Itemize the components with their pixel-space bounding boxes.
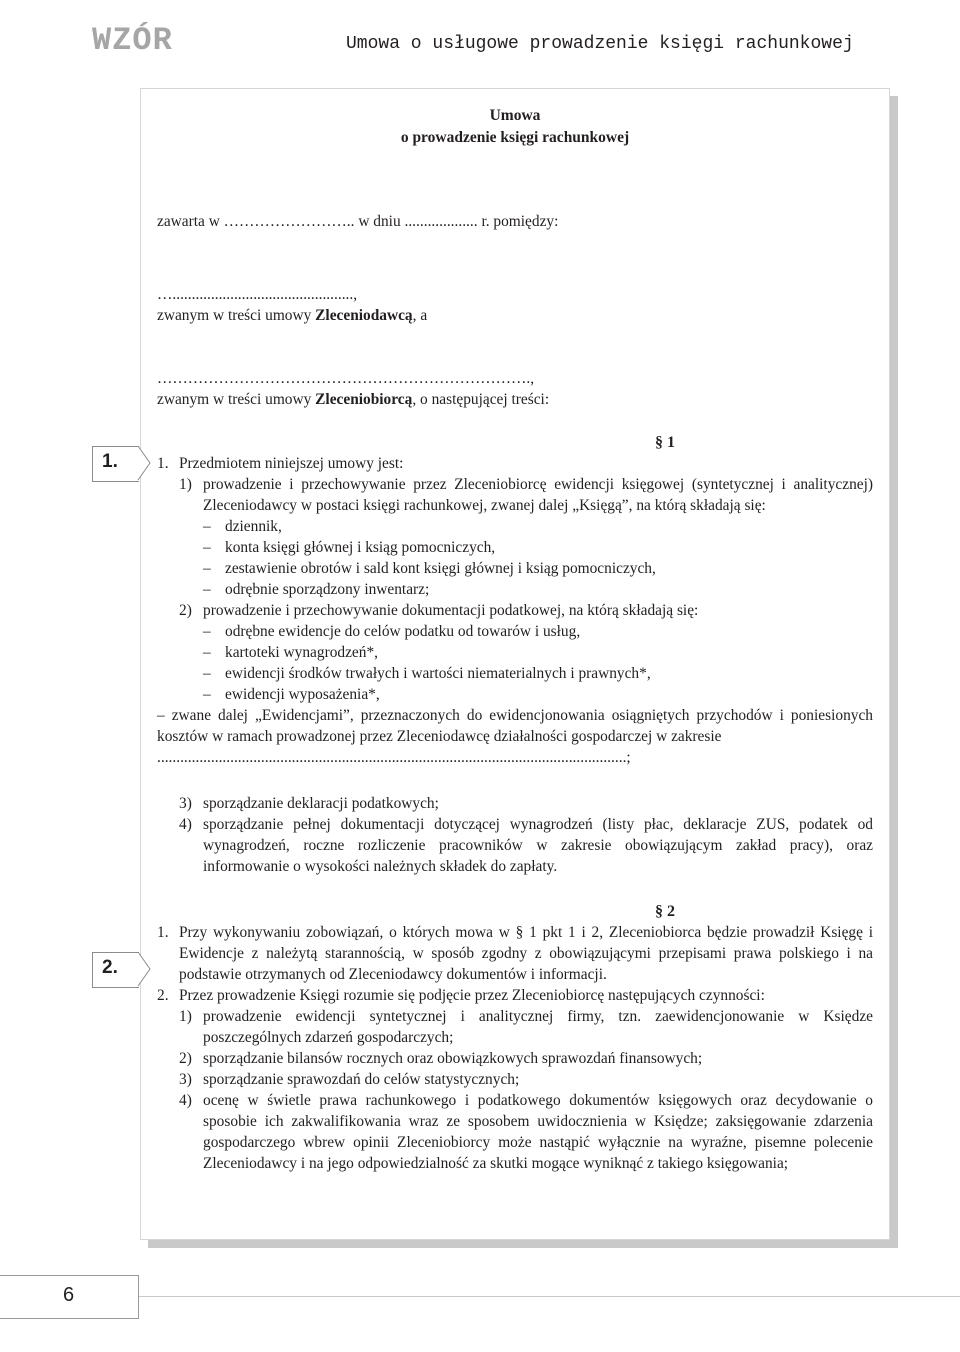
dash-text: ewidencji środków trwałych i wartości niematerialnych i prawnych*, <box>225 665 651 682</box>
page-number-box <box>0 1275 139 1319</box>
intro-line: zawarta w …………………….. w dniu ................... r. pomiędzy: <box>157 213 559 230</box>
s1-item-1 <box>157 474 873 516</box>
s2-i2-text: sporządzanie bilansów rocznych oraz obowiązkowych sprawozdań finansowych; <box>203 1050 703 1067</box>
party1-suffix: , a <box>412 307 428 324</box>
s1-item-2 <box>157 600 873 621</box>
s1-i2-dash-2: – kartoteki wynagrodzeń*, <box>203 644 378 661</box>
s2-i1-number: 1) <box>179 1008 192 1025</box>
s2-i3-text: sporządzanie sprawozdań do celów statystycznych; <box>203 1071 520 1088</box>
dash-text: dziennik, <box>225 518 282 535</box>
s1-i2-dash-3: – ewidencji środków trwałych i wartości niematerialnych i prawnych*, <box>203 665 651 682</box>
s2-item-1 <box>157 1006 873 1048</box>
marker-number: 2. <box>102 957 118 978</box>
footer-rule <box>138 1296 960 1297</box>
s2-item-3 <box>157 1069 873 1090</box>
party1-name: Zleceniodawcą <box>315 307 413 324</box>
dash-text: zestawienie obrotów i sald kont księgi głównej i ksiąg pomocniczych, <box>225 560 656 577</box>
dash-text: ewidencji wyposażenia*, <box>225 686 380 703</box>
s1-i2-text: prowadzenie i przechowywanie dokumentacji podatkowej, na którą składają się: <box>203 602 699 619</box>
document-title <box>157 105 873 149</box>
section-1-heading: § 1 <box>655 434 675 451</box>
section-marker-1 <box>92 446 152 482</box>
s2-item-2 <box>157 1048 873 1069</box>
s2-i2-number: 2) <box>179 1050 192 1067</box>
s1-item-3 <box>157 793 873 814</box>
contract-document <box>140 88 890 1240</box>
s2-i3-number: 3) <box>179 1071 192 1088</box>
party1-line <box>157 305 873 326</box>
s1-i4-text: sporządzanie pełnej dokumentacji dotyczącej wynagrodzeń (listy płac, deklaracje ZUS, podatek od wynagrodzeń, roczne rozliczenie pracowników w zakresie obowiązującym zakład pracy), oraz informowanie o wysokości należnych składek do zapłaty. <box>203 816 873 875</box>
s1-i1-dash-4: – odrębnie sporządzony inwentarz; <box>203 581 430 598</box>
s2-i1-text: prowadzenie ewidencji syntetycznej i analitycznej firmy, tzn. zaewidencjonowanie w Księdze poszczególnych zdarzeń gospodarczych; <box>203 1008 873 1046</box>
marker-arrow-icon <box>92 446 152 482</box>
page-number: 6 <box>63 1284 75 1306</box>
title-line-2: o prowadzenie księgi rachunkowej <box>400 129 630 146</box>
s2-paragraph-1 <box>157 922 873 985</box>
party2-suffix: , o następującej treści: <box>412 391 550 408</box>
marker-number: 1. <box>102 451 118 472</box>
s2-i4-text: ocenę w świetle prawa rachunkowego i podatkowego dokumentów księgowych oraz decydowanie o sposobie ich zakwalifikowania wraz ze sposobem uwidocznienia w Księdze; zaksięgowanie zdarzenia gospodarczego wbrew opinii Zleceniobiorcy może nastąpić wyłącznie na wyraźne, pisemne polecenie Zleceniodawcy i na jego odpowiedzialność za skutki mogące wyniknąć z takiego księgowania; <box>203 1092 873 1172</box>
section-2-heading: § 2 <box>655 903 675 920</box>
s2-paragraph-2 <box>157 985 873 1006</box>
s1-paragraph-1 <box>157 453 873 474</box>
party2-line <box>157 389 873 410</box>
s1-i2-dash-4: – ewidencji wyposażenia*, <box>203 686 380 703</box>
marker-arrow-icon <box>92 952 152 988</box>
s1-i1-dash-3: – zestawienie obrotów i sald kont księgi głównej i ksiąg pomocniczych, <box>203 560 656 577</box>
s2-item-4 <box>157 1090 873 1174</box>
page-header-title: Umowa o usługowe prowadzenie księgi rachunkowej <box>346 34 854 54</box>
s2-p2-number: 2. <box>157 987 169 1004</box>
s1-i2-number: 2) <box>179 602 192 619</box>
title-line-1: Umowa <box>489 107 541 124</box>
s1-i1-number: 1) <box>179 476 192 493</box>
s1-p1-text: Przedmiotem niniejszej umowy jest: <box>179 455 404 472</box>
party2-dots: ………………………………………………………………., <box>157 370 535 387</box>
s2-p1-number: 1. <box>157 924 169 941</box>
s1-i4-number: 4) <box>179 816 192 833</box>
watermark-label: WZÓR <box>92 22 173 59</box>
s1-i3-number: 3) <box>179 795 192 812</box>
s2-i4-number: 4) <box>179 1092 192 1109</box>
s1-p1-number: 1. <box>157 455 169 472</box>
dash-text: kartoteki wynagrodzeń*, <box>225 644 378 661</box>
s2-p2-text: Przez prowadzenie Księgi rozumie się podjęcie przez Zleceniobiorcę następujących czynności: <box>179 987 765 1004</box>
s1-i1-text: prowadzenie i przechowywanie przez Zleceniobiorcę ewidencji księgowej (syntetycznej i analitycznej) Zleceniodawcy w postaci księgi rachunkowej, zwanej dalej „Księgą”, na którą składają się: <box>203 476 873 514</box>
party2-name: Zleceniobiorcą <box>315 391 413 408</box>
party2-prefix: zwanym w treści umowy <box>157 391 316 408</box>
dash-text: odrębne ewidencje do celów podatku od towarów i usług, <box>225 623 581 640</box>
s2-p1-text: Przy wykonywaniu zobowiązań, o których mowa w § 1 pkt 1 i 2, Zleceniobiorca będzie prowadził Księgę i Ewidencje z należytą starannością, w sposób zgodny z obowiązującymi przepisami prawa polskiego i na podstawie otrzymanych od Zleceniodawcy dokumentów i informacji. <box>179 924 873 983</box>
s1-i1-dash-2: – konta księgi głównej i ksiąg pomocniczych, <box>203 539 496 556</box>
s1-i3-text: sporządzanie deklaracji podatkowych; <box>203 795 439 812</box>
s1-i1-dash-1: – dziennik, <box>203 518 282 535</box>
document-body <box>157 89 873 1174</box>
s1-zwane-dots: ..........................................................................................................................; <box>157 749 631 766</box>
dash-text: odrębnie sporządzony inwentarz; <box>225 581 430 598</box>
section-marker-2 <box>92 952 152 988</box>
s1-zwane-paragraph: – zwane dalej „Ewidencjami”, przeznaczonych do ewidencjonowania osiągniętych przychodów i poniesionych kosztów w ramach prowadzonej przez Zleceniodawcę działalności gospodarczej w zakresie <box>157 707 873 745</box>
dash-text: konta księgi głównej i ksiąg pomocniczych, <box>225 539 496 556</box>
s1-i2-dash-1: – odrębne ewidencje do celów podatku od towarów i usług, <box>203 623 581 640</box>
party1-dots: …..............................................., <box>157 286 358 303</box>
s1-item-4 <box>157 814 873 877</box>
party1-prefix: zwanym w treści umowy <box>157 307 316 324</box>
